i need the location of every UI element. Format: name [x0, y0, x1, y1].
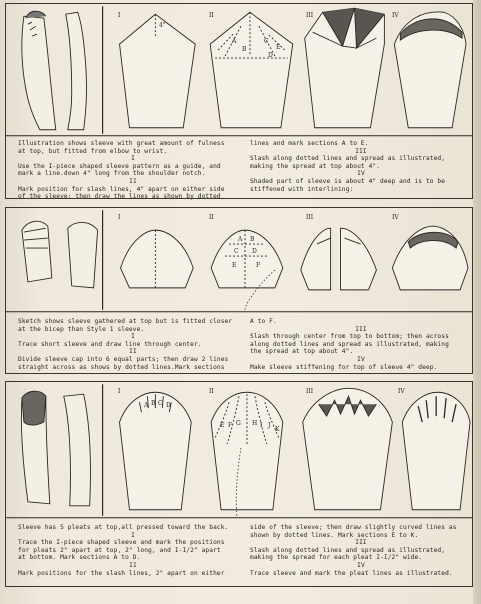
- section-A: A: [238, 236, 243, 243]
- text-line: Shaded part of sleeve is about 4" deep and is to be: [250, 177, 446, 185]
- text-line: A to F.: [250, 318, 277, 325]
- page-edge-shadow: [473, 0, 481, 604]
- short-pattern-III: [301, 228, 377, 290]
- text-line: at top, but fitted from elbow to wrist.: [18, 147, 168, 155]
- section-C: C: [264, 38, 269, 45]
- section-D: D: [268, 52, 273, 59]
- text-heading: III: [355, 539, 367, 547]
- section-F: F: [256, 262, 261, 269]
- roman-I: I: [118, 388, 121, 395]
- roman-III: III: [306, 388, 314, 395]
- section-C: C: [158, 400, 163, 407]
- section-D: D: [166, 402, 171, 409]
- roman-II: II: [209, 12, 214, 19]
- text-heading: I: [131, 531, 135, 539]
- pattern-IV: [394, 12, 466, 128]
- section-H: H: [252, 420, 258, 427]
- text-heading: II: [129, 348, 137, 356]
- section-B: B: [151, 400, 156, 407]
- section-D: D: [252, 248, 257, 255]
- text-line: Slash along dotted lines and spread as illustrated,: [250, 155, 446, 163]
- short-pattern-II: [211, 230, 283, 288]
- panel-2-right-text: [250, 318, 472, 371]
- text-line: straight across as shows by dotted lines.Mark sections: [18, 363, 225, 371]
- text-heading: I: [131, 333, 135, 341]
- text-heading: III: [355, 147, 367, 155]
- section-G: G: [236, 420, 241, 427]
- pattern-II: [210, 12, 293, 128]
- panel-short-gathered-sleeve: [5, 207, 473, 374]
- text-line: the spread at top about 4".: [250, 348, 354, 356]
- text-heading: I: [131, 155, 135, 163]
- text-heading: II: [129, 177, 137, 185]
- roman-I: I: [118, 12, 121, 19]
- section-C: C: [234, 248, 239, 255]
- section-A: A: [144, 402, 149, 409]
- panel-1-diagrams: [6, 4, 472, 136]
- panel-1-right-text: [250, 140, 472, 193]
- text-line: Illustration shows sleeve with great amount of fulness: [18, 140, 225, 147]
- panel-2-diagrams: [6, 208, 472, 312]
- section-B: B: [250, 236, 255, 243]
- text-line: Slash along dotted lines and spread as illustrated,: [250, 546, 446, 554]
- text-line: making the spread at top about 4".: [250, 162, 381, 170]
- text-line: Sleeve has 5 pleats at top,all pressed toward the back.: [18, 524, 229, 531]
- panel-pleated-sleeve: [5, 381, 473, 587]
- text-heading: IV: [357, 170, 365, 178]
- section-E: E: [232, 262, 237, 269]
- text-line: mark a line.down 4" long from the shoulder notch.: [18, 170, 206, 178]
- text-heading: IV: [357, 561, 365, 569]
- roman-IV: IV: [392, 214, 399, 221]
- panel-2-left-text: [18, 318, 248, 371]
- text-line: of the sleeve; then draw the lines as shown by dotted: [18, 193, 221, 201]
- section-A: A: [232, 38, 237, 45]
- pleated-pattern-I: [120, 392, 192, 509]
- text-heading: II: [129, 561, 137, 569]
- roman-III: III: [306, 214, 314, 221]
- roman-II: II: [209, 388, 214, 395]
- text-line: Mark position for slash lines, 4" apart on either side: [18, 185, 225, 193]
- panel-1-left-text: [18, 140, 248, 201]
- pattern-I: [120, 14, 196, 128]
- text-line: Make sleeve stiffening for top of sleeve 4" deep.: [250, 363, 438, 371]
- pattern-III: [305, 8, 385, 127]
- section-J: J: [268, 422, 271, 429]
- roman-II: II: [209, 214, 214, 221]
- roman-IV: IV: [398, 388, 405, 395]
- text-line: lines and mark sections A to E.: [250, 140, 369, 147]
- text-line: Trace the I-piece shaped sleeve and mark the positions: [18, 539, 225, 547]
- text-line: stiffened with interlining:: [250, 185, 354, 193]
- short-pattern-IV: [392, 226, 468, 290]
- text-line: along dotted lines and spread as illustrated, making: [250, 340, 449, 348]
- text-line: Sketch shows sleeve gathered at top but is fitted closer: [18, 318, 233, 325]
- section-K: K: [275, 426, 280, 433]
- text-heading: III: [355, 325, 367, 333]
- text-line: Slash through center from top to bottom; then across: [250, 333, 449, 341]
- pleated-pattern-IV: [402, 392, 470, 509]
- pleated-pattern-III: [303, 388, 393, 509]
- pleated-sleeve-sketch: [21, 384, 102, 515]
- roman-III: III: [306, 12, 314, 19]
- roman-IV: IV: [392, 12, 399, 19]
- text-line: Divide sleeve cap into 6 equal parts; then draw 2 lines: [18, 355, 229, 363]
- panel-3-diagrams: [6, 382, 472, 518]
- section-B: B: [242, 46, 247, 53]
- short-sleeve-sketch: [22, 210, 103, 310]
- section-F: F: [228, 422, 233, 429]
- text-line: Trace sleeve and mark the pleat lines as illustrated.: [250, 569, 453, 577]
- text-line: at bottom. Mark sections A to D.: [18, 554, 141, 562]
- panel-3-left-text: [18, 524, 248, 577]
- text-line: Mark positions for the slash lines, 2" apart on either: [18, 569, 225, 577]
- section-E: E: [220, 422, 225, 429]
- text-line: Use the I-piece shaped sleeve pattern as a guide, and: [18, 162, 221, 170]
- text-line: at the bicep than Style 1 sleeve.: [18, 325, 145, 333]
- short-pattern-I: [121, 230, 194, 288]
- panel-leg-o-mutton-sleeve: [5, 3, 473, 199]
- measure-label: 4": [159, 22, 166, 29]
- section-I: I: [260, 422, 263, 429]
- text-line: side of the sleeve; then draw slightly curved lines as: [250, 524, 457, 531]
- section-E: E: [276, 44, 281, 51]
- text-heading: IV: [357, 355, 365, 363]
- sleeve-sketch: [22, 6, 103, 133]
- panel-3-right-text: [250, 524, 472, 577]
- roman-I: I: [118, 214, 121, 221]
- text-line: shown by dotted lines. Mark sections E to K.: [250, 531, 419, 539]
- text-line: Trace short sleeve and draw line through center.: [18, 340, 202, 348]
- text-line: for pleats 2" apart at top, 2" long, and I-I/2" apart: [18, 546, 221, 554]
- pleated-pattern-II: [211, 392, 283, 509]
- text-line: making the spread for each pleat I-I/2" wide.: [250, 554, 423, 562]
